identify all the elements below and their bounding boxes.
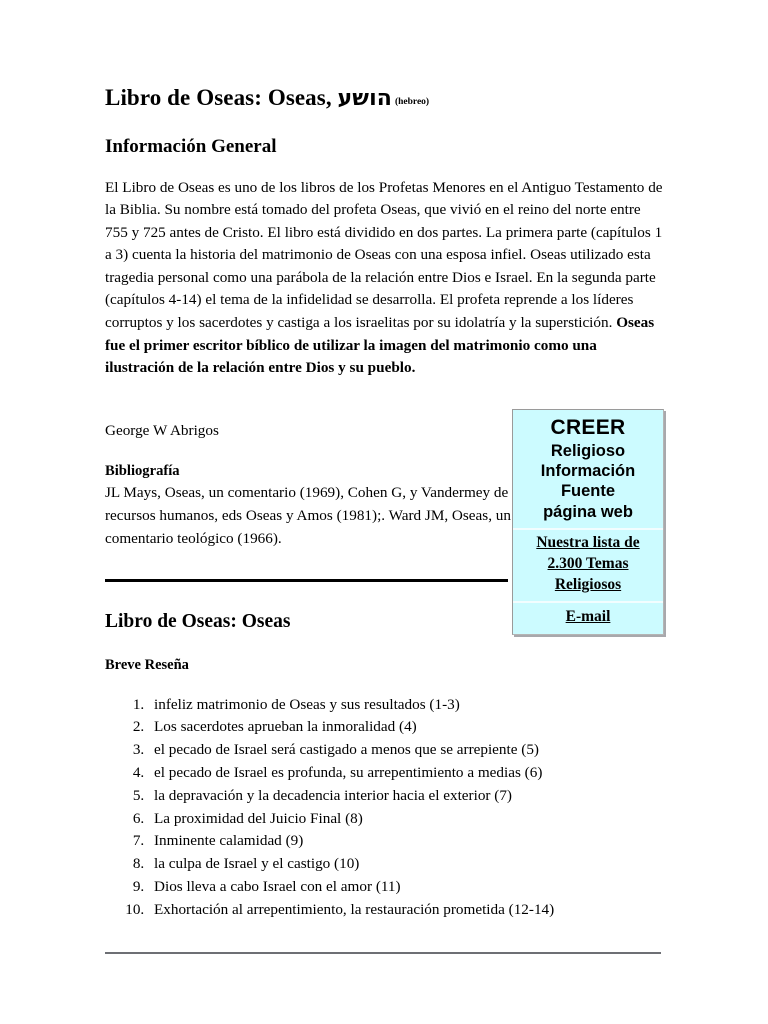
creer-brand-cell — [513, 410, 663, 528]
creer-line-religioso: Religioso — [550, 441, 626, 460]
bibliography-text: JL Mays, Oseas, un comentario (1969), Cohen G, y Vandermey de recursos humanos, eds Oseas y Amos (1981);. Ward JM, Oseas, un comentario teológico (1966). — [105, 484, 511, 547]
creer-line-informacion: Información — [540, 462, 636, 481]
page-title-hebrew: הושע — [337, 86, 392, 111]
creer-topics-cell[interactable] — [513, 528, 663, 601]
heading-libro-de-oseas: Libro de Oseas: Oseas — [105, 610, 291, 632]
creer-topics-link-line2[interactable]: 2.300 Temas — [547, 555, 629, 573]
author-name: George W Abrigos — [105, 421, 219, 439]
list-item: 1. infeliz matrimonio de Oseas y sus resultados (1-3) — [148, 694, 663, 717]
page-title — [105, 84, 663, 113]
outline-list — [105, 694, 663, 922]
paragraph-bold-part: Oseas fue el primer escritor bíblico de utilizar la imagen del matrimonio como una ilustración de la relación entre Dios y su pueblo. — [105, 314, 655, 377]
creer-line-pagina-web: página web — [543, 502, 633, 521]
creer-sidebar-box — [512, 409, 664, 635]
creer-topics-link-line1[interactable]: Nuestra lista de — [536, 534, 640, 552]
creer-line-fuente: Fuente — [560, 482, 616, 501]
list-item: 6. La proximidad del Juicio Final (8) — [148, 808, 663, 831]
list-item: 4. el pecado de Israel es profunda, su arrepentimiento a medias (6) — [148, 762, 663, 785]
creer-email-cell[interactable] — [513, 601, 663, 634]
list-item: 5. la depravación y la decadencia interior hacia el exterior (7) — [148, 785, 663, 808]
list-item: 7. Inminente calamidad (9) — [148, 830, 663, 853]
creer-email-link[interactable]: E-mail — [565, 608, 611, 626]
bibliography-heading: Bibliografía — [105, 463, 180, 480]
paragraph-plain-part: El Libro de Oseas es uno de los libros de los Profetas Menores en el Antiguo Testamento de la Biblia. Su nombre está tomado del profeta Oseas, que vivió en el reino del norte entre 755 y 725 antes de Cristo. El libro está dividido en dos partes. La primera parte (capítulos 1 a 3) cuenta la historia del matrimonio de Oseas con una esposa infiel. Oseas utilizado esta tragedia personal como una parábola de la relación entre Dios e Israel. En la segunda parte (capítulos 4-14) el tema de la infidelidad se desarrolla. El profeta reprende a los líderes corruptos y los sacerdotes y castiga a los israelitas por su idolatría y la superstición. — [105, 178, 663, 331]
list-item: 10. Exhortación al arrepentimiento, la restauración prometida (12-14) — [148, 899, 663, 922]
page-title-text: Libro de Oseas: Oseas, — [105, 85, 332, 110]
page-title-language-note: (hebreo) — [394, 97, 430, 107]
paragraph-informacion-general — [105, 177, 663, 380]
list-item: 9. Dios lleva a cabo Israel con el amor (11) — [148, 876, 663, 899]
creer-brand-label: CREER — [550, 416, 626, 439]
heading-informacion-general: Información General — [105, 135, 277, 157]
list-item: 3. el pecado de Israel será castigado a menos que se arrepiente (5) — [148, 739, 663, 762]
list-item: 8. la culpa de Israel y el castigo (10) — [148, 853, 663, 876]
list-item: 2. Los sacerdotes aprueban la inmoralidad (4) — [148, 716, 663, 739]
section-divider-thin — [105, 952, 661, 954]
creer-topics-link-line3[interactable]: Religiosos — [554, 576, 622, 594]
heading-breve-resena: Breve Reseña — [105, 657, 189, 674]
